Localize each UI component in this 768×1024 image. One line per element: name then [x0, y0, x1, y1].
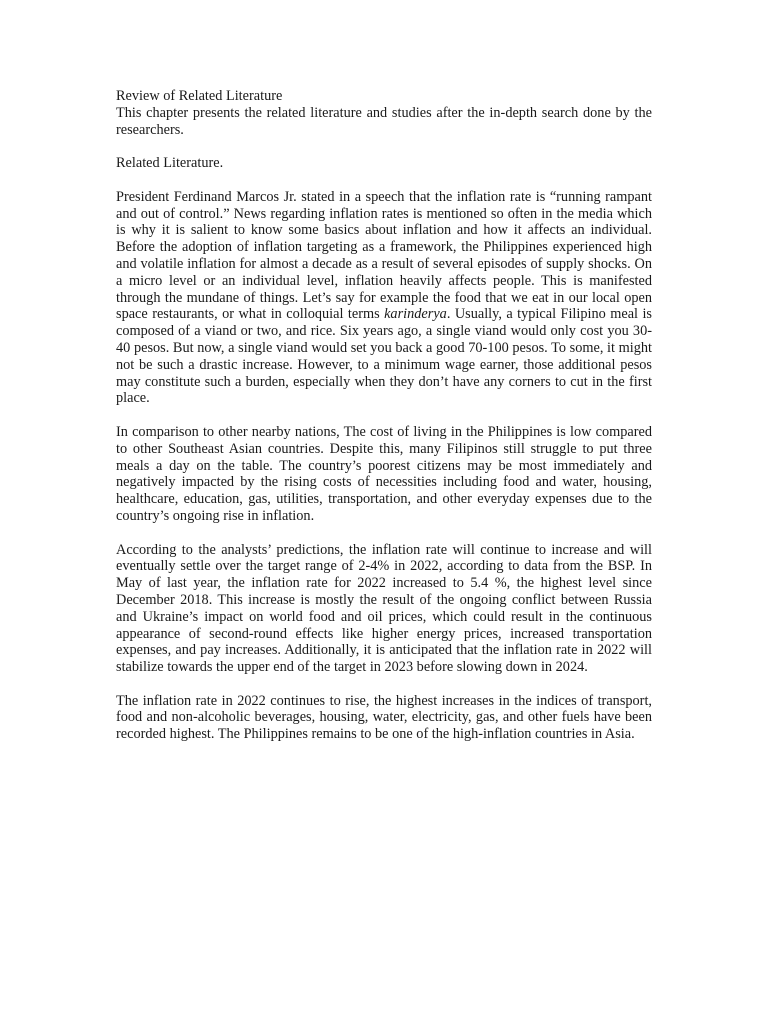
document-title: Review of Related Literature: [116, 88, 283, 104]
intro-paragraph: This chapter presents the related literature and studies after the in-depth search done by the researchers.: [116, 104, 652, 138]
paragraph-1-part-b: . Usually, a typical Filipino meal is composed of a viand or two, and rice. Six years ago, a single viand would only cost you 30-40 pesos. But now, a single viand would set you back a good 70-100 pesos. To some, it might not be such a drastic increase. However, to a minimum wage earner, those additional pesos may constitute such a burden, especially when they don’t have any corners to cut in the first place.: [116, 306, 652, 407]
paragraph-2: In comparison to other nearby nations, The cost of living in the Philippines is low compared to other Southeast Asian countries. Despite this, many Filipinos still struggle to put three meals a day on the table. The country’s poorest citizens may be most immediately and negatively impacted by the rising costs of necessities including food and water, housing, healthcare, education, gas, utilities, transportation, and other everyday expenses due to the country’s ongoing rise in inflation.: [116, 423, 652, 524]
paragraph-3: According to the analysts’ predictions, the inflation rate will continue to increase and will eventually settle over the target range of 2-4% in 2022, according to data from the BSP. In May of last year, the inflation rate for 2022 increased to 5.4 %, the highest level since December 2018. This increase is mostly the result of the ongoing conflict between Russia and Ukraine’s impact on world food and oil prices, which could result in the continuous appearance of second-round effects like higher energy prices, increased transportation expenses, and pay increases. Additionally, it is anticipated that the inflation rate in 2022 will stabilize towards the upper end of the target in 2023 before slowing down in 2024.: [116, 541, 652, 676]
paragraph-1-part-a: President Ferdinand Marcos Jr. stated in a speech that the inflation rate is “running rampant and out of control.” News regarding inflation rates is mentioned so often in the media which is why it is salient to know some basics about inflation and how it affects an individual. Before the adoption of inflation targeting as a framework, the Philippines experienced high and volatile inflation for almost a decade as a result of several episodes of supply shocks. On a micro level or an individual level, inflation heavily affects people. This is manifested through the mundane of things. Let’s say for example the food that we eat in our local open space restaurants, or what in colloquial terms: [116, 188, 652, 323]
term-karinderya: karinderya: [384, 306, 447, 323]
paragraph-4: The inflation rate in 2022 continues to rise, the highest increases in the indices of transport, food and non-alcoholic beverages, housing, water, electricity, gas, and other fuels have been recorded highest. The Philippines remains to be one of the high-inflation countries in Asia.: [116, 692, 652, 743]
section-heading: Related Literature.: [116, 155, 224, 172]
paragraph-1: [116, 189, 652, 407]
document-body: [116, 88, 652, 743]
